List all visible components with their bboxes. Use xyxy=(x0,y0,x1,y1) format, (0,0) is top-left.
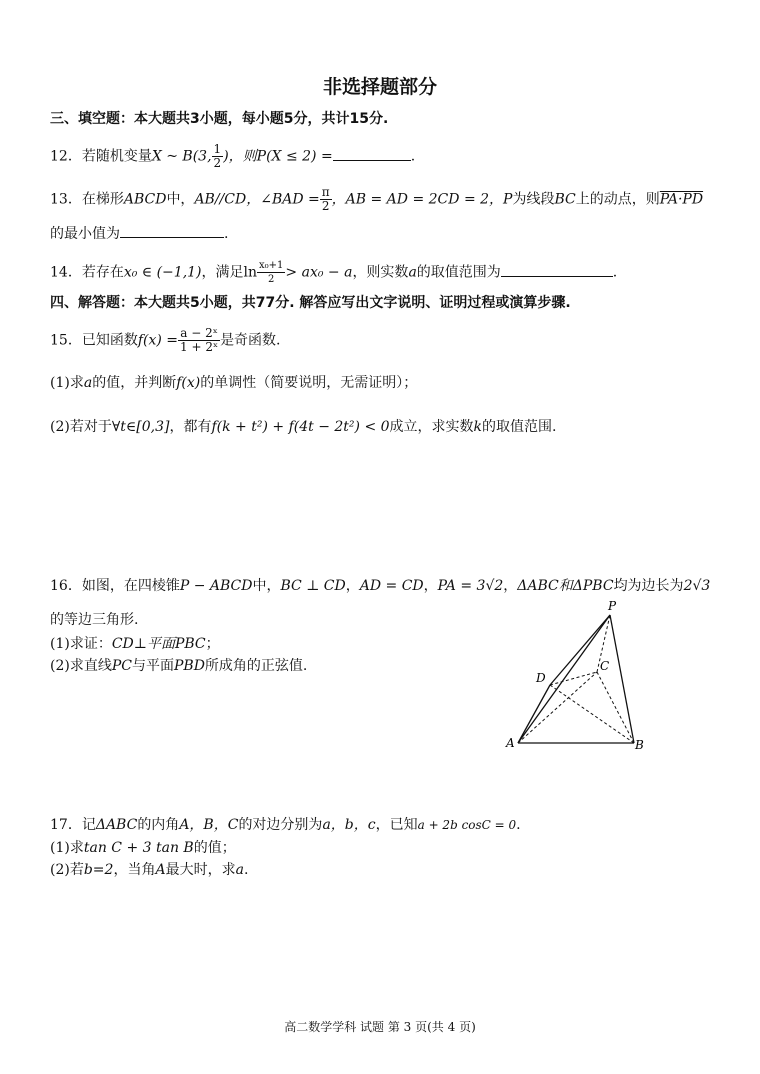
question-16-part1 xyxy=(50,634,220,654)
q16-text-k: 均为边长为 xyxy=(613,578,684,594)
q17-p2-end: . xyxy=(243,862,249,878)
q14-ln: ln xyxy=(243,264,258,281)
q15-p1-func: f(x) xyxy=(176,375,201,391)
q16-text-i: ， xyxy=(503,578,518,594)
q14-text-c: ，满足 xyxy=(201,264,244,281)
q17-p1-expr: tan C + 3 tan B xyxy=(83,840,194,856)
q13-vectors: PA·PD xyxy=(659,191,704,208)
q14-text-h: 的取值范围为 xyxy=(416,264,501,281)
q12-prefix: 12．若随机变量 xyxy=(50,148,152,165)
q16-text-e: ， xyxy=(345,578,360,594)
question-15-part2 xyxy=(50,417,556,437)
label-c: C xyxy=(600,659,610,673)
page-footer: 高二数学学科 试题 第 3 页(共 4 页) xyxy=(284,1020,476,1034)
section-4-header: 四、解答题：本大题共5小题，共77分. 解答应写出文字说明、证明过程或演算步骤. xyxy=(50,295,571,311)
q14-end: . xyxy=(612,264,618,281)
edge-cb xyxy=(597,672,634,743)
q14-fraction xyxy=(257,259,285,286)
q13-frac-den: 2 xyxy=(321,199,330,213)
q14-frac-den: 2 xyxy=(268,274,275,285)
q17-text-e: 的对边分别为 xyxy=(238,817,323,833)
q13-line2-text: 的最小值为 xyxy=(50,226,120,242)
q17-text-g: ，已知 xyxy=(375,817,418,833)
q16-pa: PA = 3√2 xyxy=(437,578,504,594)
q14-text-f: ，则实数 xyxy=(352,264,409,281)
edge-dc xyxy=(550,672,597,685)
q16-p1-b: CD⊥平面PBC xyxy=(111,636,206,652)
q17-p2-a-angle: A xyxy=(155,862,166,878)
question-13 xyxy=(50,186,703,213)
q16-p2-pc: PC xyxy=(111,658,132,674)
q16-text-g: ， xyxy=(423,578,438,594)
q16-p1-a: (1)求证： xyxy=(50,636,112,652)
q15-p2-ineq: f(k + t²) + f(4t − 2t²) < 0 xyxy=(211,419,390,435)
question-17-part2 xyxy=(50,860,248,880)
q16-text-c: 中， xyxy=(252,578,281,594)
question-16-line2: 的等边三角形. xyxy=(50,612,139,628)
q15-frac-num: a − 2ˣ xyxy=(178,327,220,341)
q12-prob: )，则P(X ≤ 2) = xyxy=(223,148,333,165)
section-3-header: 三、填空题：本大题共3小题，每小题5分，共计15分. xyxy=(50,111,389,127)
q17-p2-e: 最大时，求 xyxy=(165,862,236,878)
q15-p2-a: (2)若对于 xyxy=(50,419,112,435)
q15-p2-g: 的取值范围. xyxy=(482,419,557,435)
q17-p2-side-a: a xyxy=(235,862,244,878)
q12-end: . xyxy=(410,148,416,165)
question-16-part2 xyxy=(50,656,307,676)
q16-eq: AD = CD xyxy=(359,578,424,594)
q13-p: P xyxy=(503,191,513,208)
question-15 xyxy=(50,327,281,354)
q13-bc: BC xyxy=(554,191,576,208)
q16-perp: BC ⊥ CD xyxy=(280,578,346,594)
q15-p1-e: 的单调性（简要说明，无需证明）； xyxy=(200,375,418,391)
label-a: A xyxy=(506,736,515,750)
q15-prefix: 15．已知函数 xyxy=(50,332,138,349)
edge-ad xyxy=(518,685,550,743)
q15-p1-a: (1)求 xyxy=(50,375,84,391)
q16-p1-c: ； xyxy=(205,636,220,652)
q15-p2-k: k xyxy=(473,419,483,435)
q17-p2-c: ，当角 xyxy=(113,862,156,878)
q15-fraction xyxy=(178,327,220,354)
q13-parallel: AB//CD xyxy=(194,191,247,208)
q13-text-j: 上的动点，则 xyxy=(575,191,660,208)
q16-prefix: 16．如图，在四棱锥 xyxy=(50,578,180,594)
q16-triangles: ΔABC和ΔPBC xyxy=(517,578,614,594)
q15-func: f(x) = xyxy=(137,332,179,349)
q17-angles: A，B，C xyxy=(179,817,239,833)
q16-p2-pbd: PBD xyxy=(173,658,205,674)
q14-a: a xyxy=(408,264,417,281)
edge-pa xyxy=(518,615,610,743)
q17-triangle: ΔABC xyxy=(95,817,138,833)
question-17 xyxy=(50,815,521,835)
question-12 xyxy=(50,143,415,170)
question-16 xyxy=(50,576,710,596)
edge-pd xyxy=(550,615,610,685)
q12-var: X ~ B(3, xyxy=(151,148,212,165)
q17-prefix: 17．记 xyxy=(50,817,96,833)
q15-p2-c: ，都有 xyxy=(169,419,212,435)
q13-text-c: 中， xyxy=(166,191,195,208)
label-d: D xyxy=(536,671,546,685)
q12-frac-den: 2 xyxy=(213,156,222,170)
q15-frac-den: 1 + 2ˣ xyxy=(180,340,219,354)
q12-frac-num: 1 xyxy=(213,142,222,156)
q12-fraction xyxy=(212,143,224,170)
q14-answer-blank[interactable] xyxy=(501,262,613,277)
q13-angle: ，∠BAD = xyxy=(246,191,320,208)
question-15-part1 xyxy=(50,373,417,393)
q13-frac-num: π xyxy=(321,185,330,199)
q17-p2-b: b=2 xyxy=(83,862,114,878)
edge-pb xyxy=(610,615,634,743)
q17-condition: a + 2b cosC = 0 xyxy=(417,818,517,832)
page-title: 非选择题部分 xyxy=(322,76,437,98)
q13-end: . xyxy=(224,226,229,242)
q13-abcd: ABCD xyxy=(123,191,167,208)
q17-sides: a，b，c xyxy=(322,817,376,833)
question-13-line2 xyxy=(50,223,228,244)
q16-side: 2√3 xyxy=(683,578,711,594)
q16-pyramid: P − ABCD xyxy=(179,578,253,594)
q14-prefix: 14．若存在 xyxy=(50,264,124,281)
q15-odd: 是奇函数. xyxy=(220,332,281,349)
label-p: P xyxy=(608,599,617,613)
q17-p1-a: (1)求 xyxy=(50,840,84,856)
q15-p2-forall: ∀t∈[0,3] xyxy=(111,419,170,435)
q15-p1-c: 的值，并判断 xyxy=(92,375,177,391)
question-17-part1 xyxy=(50,838,236,858)
q16-p2-e: 所成角的正弦值. xyxy=(204,658,308,674)
q17-p1-c: 的值； xyxy=(193,840,236,856)
q12-answer-blank[interactable] xyxy=(333,146,411,161)
q13-answer-blank[interactable] xyxy=(120,223,224,238)
q17-text-c: 的内角 xyxy=(137,817,180,833)
q13-fraction xyxy=(320,186,332,213)
pyramid-figure xyxy=(500,597,660,757)
q14-inequality: > ax₀ − a xyxy=(285,264,353,281)
question-14 xyxy=(50,259,617,286)
q17-p2-a: (2)若 xyxy=(50,862,84,878)
q17-end: . xyxy=(516,817,521,833)
q15-p2-e: 成立，求实数 xyxy=(389,419,474,435)
diag-db xyxy=(550,685,634,743)
q16-p2-c: 与平面 xyxy=(131,658,174,674)
q14-domain: x₀ ∈ (−1,1) xyxy=(123,264,202,281)
q16-p2-a: (2)求直线 xyxy=(50,658,112,674)
q13-prefix: 13．在梯形 xyxy=(50,191,124,208)
q13-text-h: 为线段 xyxy=(512,191,555,208)
q15-p1-var: a xyxy=(83,375,93,391)
label-b: B xyxy=(635,738,644,752)
q13-lengths: ，AB = AD = 2CD = 2， xyxy=(331,191,504,208)
q14-frac-num: x₀+1 xyxy=(259,260,284,271)
